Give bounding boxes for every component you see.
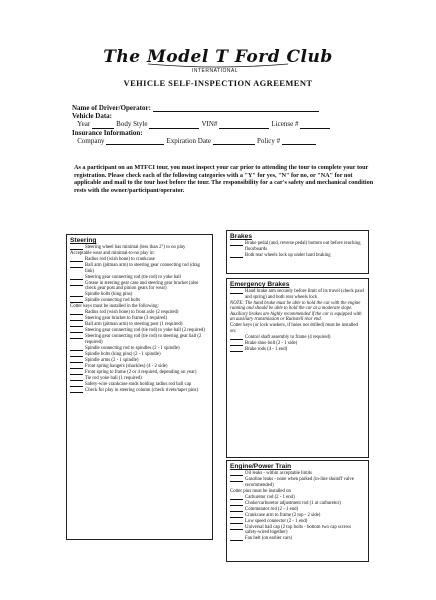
checklist-item-label: Gasoline leaks - none when parked (in-line shutoff valve recommended) [245,477,354,488]
checklist-item [230,495,365,501]
company-field[interactable] [106,137,164,145]
vehicle-info-form [72,104,372,145]
check-blank[interactable] [230,289,243,294]
engine-header: Engine/Power Train [230,463,292,470]
check-blank[interactable] [70,257,83,262]
check-blank[interactable] [70,346,83,351]
checklist-item [70,304,209,310]
checklist-item-label: Fan belt (on earlier cars) [245,536,293,541]
check-blank[interactable] [230,477,243,482]
checklist-item [70,281,209,292]
checklist-item-label: Crankcase arm to frame (2 top - 2 side) [245,512,321,518]
checklist-item-label: Oil leaks - within acceptable limits [245,471,313,476]
checklist-item-label: Acceptable wear and minimal-to-no play in: [70,251,155,256]
driver-field[interactable] [153,104,319,112]
year-field[interactable] [92,121,114,129]
policy-label: Policy # [257,136,281,145]
checklist-item-label: Tie rod yoke ball (1 required) [85,375,142,381]
club-logo [103,38,333,72]
checklist-item-label: Radius rod (wish bone) to crankcase [85,257,155,262]
checklist-item-label: Cotter keys (or lock washers, if holes not drilled) must be installed on: [230,323,358,334]
checklist-item-label: Front spring to frame (2 or 4 required, depending on year) [85,369,197,375]
check-blank[interactable] [70,245,83,250]
checklist-item-label: Hand brake arm securely before limit of its travel (check pawl and spring) and both rear wheels lock [245,289,365,300]
company-label: Company [77,136,105,145]
checklist-item [230,519,365,525]
check-blank[interactable] [230,347,243,352]
year-label: Year [77,120,91,129]
check-blank[interactable] [70,263,83,268]
checklist-item [70,334,209,345]
checklist-item [70,382,209,388]
check-blank[interactable] [70,388,83,393]
checklist-item-label: Commutator rod (2 - 1 end) [245,506,299,512]
emergency-brakes-header: Emergency Brakes [230,281,290,288]
check-blank[interactable] [70,376,83,381]
checklist-item [70,352,209,358]
emergency-brakes-section [226,278,369,458]
check-blank[interactable] [70,370,83,375]
check-blank[interactable] [70,328,83,333]
checklist-item [70,310,209,316]
check-blank[interactable] [70,292,83,297]
steering-list [67,245,212,393]
check-blank[interactable] [230,513,243,518]
steering-section [66,234,213,540]
checklist-item-label: Spindle arms (2 - 1 spindle) [85,357,139,363]
vin-label: VIN# [201,120,218,129]
engine-list [227,471,368,542]
license-field[interactable] [300,121,330,129]
svg-text:The Model T Ford Club: The Model T Ford Club [103,47,333,67]
check-blank[interactable] [230,495,243,500]
checklist-item-label: Grease in steering gear case and steering gear bracket (also check gear post and pinion gears for wear) [85,280,199,291]
check-blank[interactable] [70,322,83,327]
check-blank[interactable] [230,501,243,506]
checklist-item-label: Radius rod (wish bone) to front axle (2 required) [85,310,179,315]
check-blank[interactable] [230,507,243,512]
checklist-item-label: Steering wheel has minimal (less than 2") to no play [85,245,186,250]
checklist-item [230,289,365,300]
emergency-brakes-list [227,289,368,352]
checklist-item [230,347,365,353]
checklist-item-label: Safety-wire crankcase studs holding radius rod ball cap [85,381,192,387]
body-style-field[interactable] [149,121,199,129]
check-blank[interactable] [70,310,83,315]
checklist-item-label: Spindle connecting rod bolts [85,298,141,303]
checklist-item [70,316,209,322]
expiration-label: Expiration Date [166,136,211,145]
checklist-item-label: Cotter keys must be installed in the following: [70,304,159,309]
checklist-item [70,275,209,281]
check-blank[interactable] [230,241,243,246]
checklist-item-label: Choke/carburetor adjustment rod (1 at carburetor) [245,500,341,506]
check-blank[interactable] [230,335,243,340]
check-blank[interactable] [230,519,243,524]
check-blank[interactable] [70,316,83,321]
engine-section [226,460,369,562]
checklist-item-label: Spindle bolts (king pins) [85,292,133,297]
checklist-item-label: Control shaft assembly to frame (4 required) [245,334,331,340]
checklist-item [230,301,365,323]
checklist-item-label: Check for play in steering column (check rivets/taper pins) [85,387,198,393]
checklist-item [70,370,209,376]
checklist-item [70,364,209,370]
checklist-item-label: Steering gear connecting rod (tie rod) to steering gear ball (2 required) [85,334,202,345]
checklist-item-label: Spindle bolts (king pins) (2 - 1 spindle) [85,351,161,357]
checklist-item [230,477,365,488]
logo-subtitle: INTERNATIONAL [192,68,239,74]
checklist-item [70,388,209,394]
checklist-item-label: Steering gear connecting rod (tie rod) to yoke ball [85,274,181,280]
checklist-item [70,298,209,304]
logo-graphic [103,38,333,72]
checklist-item-label: Brake shoe bolt (2 - 1 side) [245,340,298,346]
check-blank[interactable] [70,364,83,369]
checklist-item-label: Brake pedal (and, reverse pedal) bottom out before reaching floorboards [245,241,361,252]
checklist-item-label: Universal ball cap (2 top bolts - bottom two cap screws safety-wired together) [245,524,352,535]
page-title: VEHICLE SELF-INSPECTION AGREEMENT [123,78,313,88]
checklist-item [230,489,365,495]
vin-field[interactable] [219,121,269,129]
check-blank[interactable] [230,536,243,541]
checklist-item [230,335,365,341]
checklist-item-label: Ball arm (pitman arm) to steering gear connecting rod (drag link) [85,263,200,274]
checklist-item [230,341,365,347]
checklist-item-label: Ball arm (pitman arm) to steering post (1 required) [85,322,183,327]
policy-field[interactable] [282,137,316,145]
checklist-item-label: Spindle connecting rod to spindles (2 - 1 spindle) [85,345,180,351]
checklist-item [70,292,209,298]
check-blank[interactable] [230,341,243,346]
checklist-item [70,322,209,328]
checklist-item-label: Cotter pins must be installed on [230,488,291,494]
checklist-item-label: Carburetor rod (2 - 1 end) [245,494,295,500]
check-blank[interactable] [230,471,243,476]
insurance-label: Insurance Information: [72,128,143,137]
expiration-field[interactable] [213,137,255,145]
brakes-section [226,230,369,274]
checklist-item [230,323,365,334]
checklist-item [70,346,209,352]
checklist-item [230,525,365,536]
check-blank[interactable] [70,352,83,357]
check-blank[interactable] [70,298,83,303]
checklist-item-label: NOTE: The hand brake must be able to hold the car with the engine running and should be able to hold the car at a moderate slope. Auxiliary brakes are highly recommended if the car is equipped with an auxiliary transmission or Ruckstell rear end. [230,300,362,322]
checklist-item [70,376,209,382]
checklist-item-label: Low speed connector (2 - 1 end) [245,518,308,524]
license-label: License # [271,120,299,129]
checklist-item [70,245,209,251]
steering-header: Steering [70,237,97,244]
checklist-item [230,471,365,477]
checklist-item [230,501,365,507]
checklist-item [230,536,365,542]
intro-paragraph: As a participant on an MTFCI tour, you must inspect your car prior to attending the tour to complete your tour registration. Please check each of the following categories with a "Y" for yes, "N" for no, or "NA" for not applicable and mail to the tour host before the tour. The responsibility for a car's safety and mechanical condition rests with the owner/participant/operator. [74,164,374,194]
check-blank[interactable] [230,525,243,530]
checklist-item-label: Front spring hangers (shackles) (4 - 2 side) [85,363,168,369]
check-blank[interactable] [230,253,243,258]
brakes-header: Brakes [230,233,252,240]
checklist-item [70,251,209,257]
checklist-item [70,328,209,334]
checklist-item-label: Brake rods (4 - 1 end) [245,346,288,352]
vehicle-data-label: Vehicle Data: [72,112,112,121]
checklist-item-label: Steering gear bracket to frame (3 required) [85,316,168,321]
check-blank[interactable] [70,281,83,286]
check-blank[interactable] [70,382,83,387]
check-blank[interactable] [70,334,83,339]
checklist-item [230,507,365,513]
driver-label: Name of Driver/Operator: [72,104,151,112]
checklist-item [70,257,209,263]
checklist-item [70,263,209,274]
checklist-item [70,358,209,364]
check-blank[interactable] [70,358,83,363]
checklist-item [230,241,365,252]
checklist-item [230,513,365,519]
brakes-list [227,241,368,258]
checklist-item-label: Steering gear connecting rod (tie rod) to yoke ball (2 required) [85,328,205,333]
checklist-item-label: Both rear wheels lock up under hard braking [245,252,331,258]
body-style-label: Body Style [116,120,148,129]
checklist-item [230,253,365,259]
check-blank[interactable] [70,275,83,280]
